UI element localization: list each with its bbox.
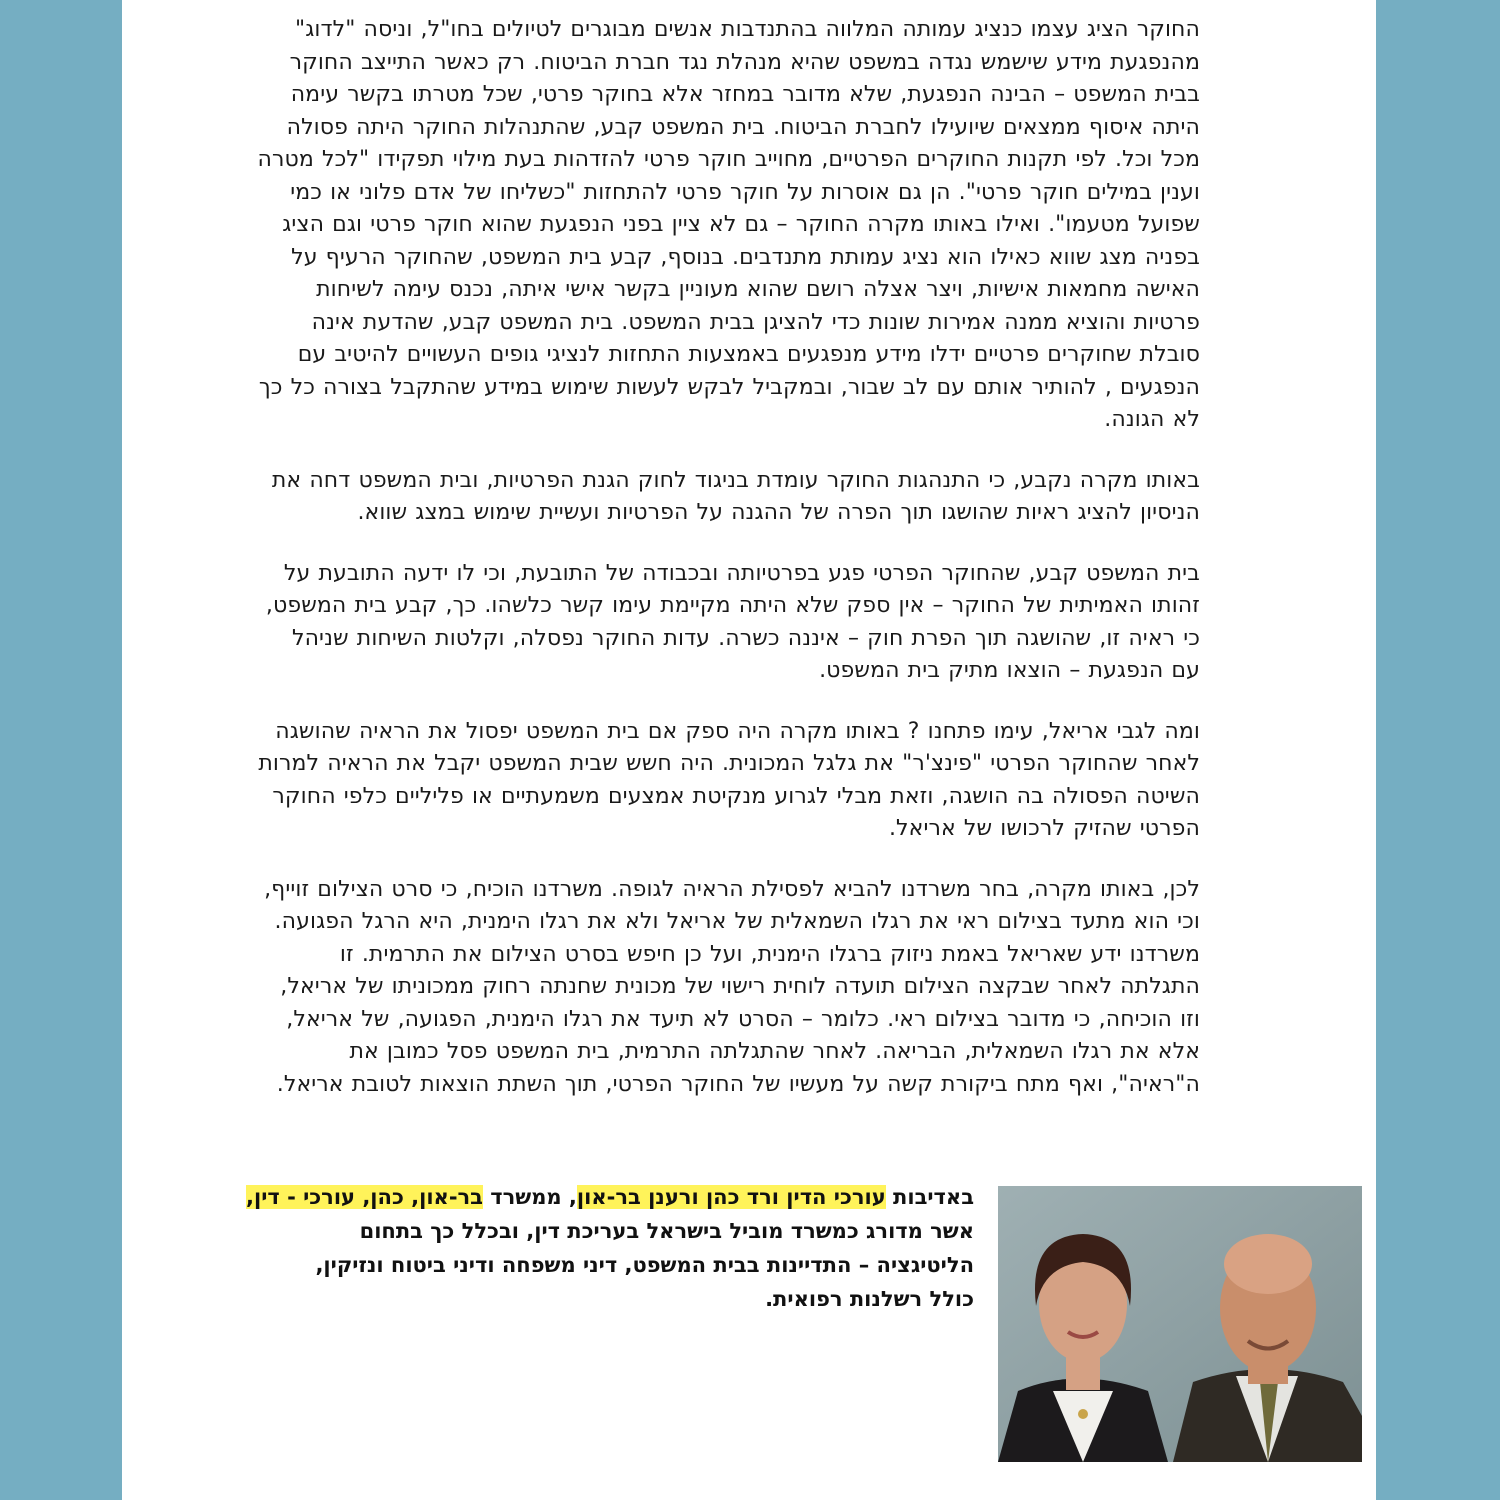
text-line: בפניה מצג שווא כאילו הוא נציג עמותת מתנדבים. בנוסף, קבע בית המשפט, שהחוקר הרעיף על: [291, 244, 1200, 270]
text-line: ומה לגבי אריאל, עימו פתחנו ? באותו מקרה היה ספק אם בית המשפט יפסול את הראיה שהושגה: [275, 718, 1200, 744]
credit-prefix: באדיבות: [885, 1185, 974, 1209]
article-paragraph: [180, 716, 1200, 846]
text-line: אלא את רגלו השמאלית, הבריאה. לאחר שהתגלתה התרמית, בית המשפט פסל כמובן את: [349, 1039, 1200, 1064]
text-line: מהנפגעת מידע שישמש נגדה במשפט שהיא מנהלת נגד חברת הביטוח. רק כאשר התייצב החוקר: [289, 49, 1200, 75]
text-line: הנפגעים , להותיר אותם עם לב שבור, ובמקביל לבקש לעשות שימוש במידע שהתקבל בצורה כל כך: [258, 374, 1200, 400]
article-paragraph: [180, 465, 1200, 530]
text-line: לאחר שהחוקר הפרטי "פינצ'ר" את גלגל המכונית. היה חשש שבית המשפט יקבל את הראיה למרות: [258, 751, 1200, 776]
article-paragraph: [180, 874, 1200, 1102]
lawyers-photo: [998, 1186, 1362, 1462]
text-line: ה"ראיה", ואף מתח ביקורת קשה על מעשיו של החוקר הפרטי, תוך השתת הוצאות לטובת אריאל.: [276, 1071, 1200, 1097]
text-line: שפועל מטעמו". ואילו באותו מקרה החוקר – גם לא ציין בפני הנפגעת שהוא חוקר פרטי וגם הציג: [282, 212, 1200, 237]
text-line: לכן, באותו מקרה, בחר משרדנו להביא לפסילת הראיה לגופה. משרדנו הוכיח, כי סרט הצילום זוייף,: [264, 876, 1200, 902]
credit-line: אשר מדורג כמשרד מוביל בישראל בעריכת דין, ובכלל כך בתחום: [359, 1219, 974, 1243]
firm-name-highlight: בר-און, כהן, עורכי - דין,: [246, 1185, 483, 1209]
credit-line: הליטיגציה – התדיינות בבית המשפט, דיני משפחה ודיני ביטוח ונזיקין,: [315, 1253, 974, 1277]
lawyers-names-highlight: עורכי הדין ורד כהן ורענן בר-און: [576, 1185, 886, 1209]
text-line: מכל וכל. לפי תקנות החוקרים הפרטיים, מחוייב חוקר פרטי להזדהות בעת מילוי תפקידו "לכל מטרה: [257, 147, 1200, 172]
document-page: [122, 0, 1376, 1500]
text-line: באותו מקרה נקבע, כי התנהגות החוקר עומדת בניגוד לחוק הגנת הפרטיות, ובית המשפט דחה את: [271, 467, 1200, 493]
article-body: [180, 14, 1200, 1129]
text-line: זהותו האמיתית של החוקר – אין ספק שלא היתה מקיימת עימו קשר כלשהו. כך, קבע בית המשפט,: [265, 593, 1200, 618]
text-line: השיטה הפסולה בה הושגה, וזאת מבלי לגרוע מנקיטת אמצעים משמעתיים או פליליים כלפי החוקר: [272, 783, 1200, 809]
text-line: האישה מחמאות אישיות, ויצר אצלה רושם שהוא מעוניין בקשר אישי איתה, נכנס עימה לשיחות: [316, 277, 1200, 302]
text-line: בית המשפט קבע, שהחוקר הפרטי פגע בפרטיותה ובכבודה של התובעת, וכי לו ידעה התובעת על: [283, 560, 1200, 586]
text-line: היתה איסוף ממצאים שיועילו לחברת הביטוח. בית המשפט קבע, שהתנהלות החוקר היתה פסולה: [286, 114, 1200, 140]
text-line: הפרטי שהזיק לרכושו של אריאל.: [888, 816, 1200, 841]
text-line: סובלת שחוקרים פרטיים ידלו מידע מנפגעים באמצעות התחזות לנציגי גופים העשויים להיטיב עם: [297, 342, 1200, 367]
text-line: פרטיות והוציא ממנה אמירות שונות כדי להציגן בבית המשפט. בית המשפט קבע, שהדעת אינה: [311, 309, 1200, 335]
text-line: עם הנפגעת – הוצאו מתיק בית המשפט.: [819, 658, 1200, 683]
text-line: כי ראיה זו, שהושגה תוך הפרת חוק – איננה כשרה. עדות החוקר נפסלה, וקלטות השיחות שניהל: [291, 625, 1200, 651]
credit-line: [174, 1180, 974, 1214]
text-line: הניסיון להציג ראיות שהושגו תוך הפרה של ההגנה על הפרטיות ועשיית שימוש במצג שווא.: [357, 500, 1200, 525]
text-line: בבית המשפט – הבינה הנפגעת, שלא מדובר במחזר אלא בחוקר פרטי, שכל מטרתו בקשר עימה: [290, 82, 1200, 107]
article-paragraph: [180, 14, 1200, 437]
text-line: התגלתה לאחר שבקצה הצילום תועדה לוחית רישוי של מכונית שחנתה רחוק ממכוניתו של אריאל,: [280, 974, 1200, 999]
text-line: משרדנו ידע שאריאל באמת ניזוק ברגלו הימנית, ועל כן חיפש בסרט הצילום את התרמית. זו: [339, 941, 1200, 967]
credit-middle: , ממשרד: [483, 1185, 577, 1209]
text-line: וזו הוכיחה, כי מדובר בצילום ראי. כלומר – הסרט לא תיעד את רגלו הימנית, הפגועה, של אריאל,: [286, 1006, 1200, 1032]
credit-line: כולל רשלנות רפואית.: [765, 1287, 974, 1311]
text-line: וענין במילים חוקר פרטי". הן גם אוסרות על חוקר פרטי להתחזות "כשליחו של אדם פלוני או כמי: [290, 179, 1200, 205]
article-paragraph: [180, 558, 1200, 688]
text-line: וכי הוא מתעד בצילום ראי את רגלו השמאלית של אריאל ולא את רגלו הימנית, היא הרגל הפגועה.: [274, 909, 1200, 934]
author-credit: [174, 1180, 974, 1316]
text-line: לא הגונה.: [1104, 407, 1200, 432]
text-line: החוקר הציג עצמו כנציג עמותה המלווה בהתנדבות אנשים מבוגרים לטיולים בחו"ל, וניסה "לדוג": [295, 17, 1200, 42]
